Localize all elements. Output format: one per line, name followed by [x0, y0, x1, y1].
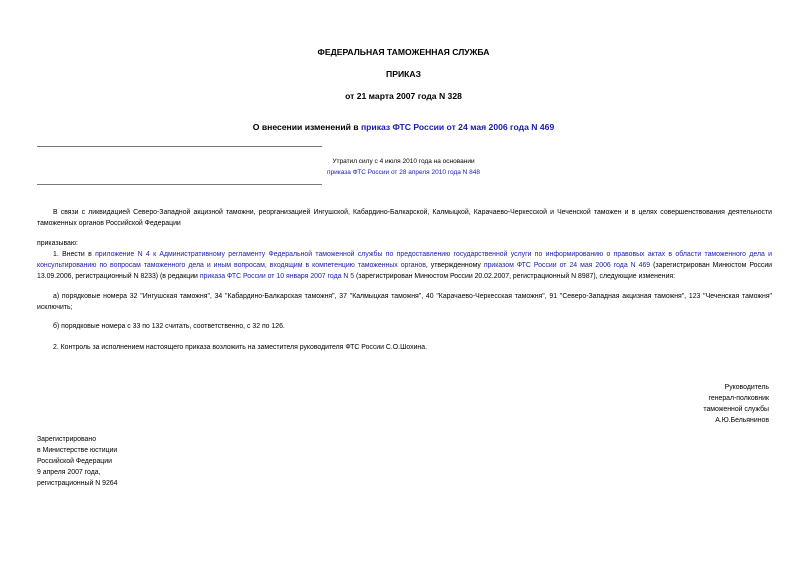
signature-service: таможенной службы — [703, 406, 769, 413]
registration-block — [37, 434, 117, 489]
status-note-line1: Утратил силу с 4 июля 2010 года на основании — [332, 158, 475, 165]
bottom-divider — [37, 184, 322, 185]
p1-text-a: 1. Внести в — [53, 251, 96, 258]
item-a: а) порядковые номера 32 "Ингушская таможня", 34 "Кабардино-Балкарская таможня", 37 "Калмыцкая таможня", 40 "Карачаево-Черкесская таможня", 91 "Северо-Западная акцизная таможня", 123 "Чеченская таможня" исключить; — [37, 293, 772, 311]
p1-text-b: , утвержденному — [425, 262, 484, 269]
p1-text-c: (зарегистрирован Минюстом России 13.09.2006, регистрационный N 8233) (в редакции — [37, 262, 773, 280]
top-divider — [37, 146, 322, 147]
order-5-link[interactable]: приказа ФТС России от 10 января 2007 года N 5 — [199, 273, 355, 280]
title-link[interactable]: приказ ФТС России от 24 мая 2006 года N 469 — [360, 122, 555, 132]
agency-name: ФЕДЕРАЛЬНАЯ ТАМОЖЕННАЯ СЛУЖБА — [317, 47, 490, 57]
document-date-number: от 21 марта 2007 года N 328 — [345, 91, 462, 101]
order-word: приказываю: — [37, 240, 78, 247]
document-type: ПРИКАЗ — [386, 69, 421, 79]
appendix-link[interactable]: приложение N 4 к Административному регламенту Федеральной таможенной службы по предоставлению государственной услуги по информированию о правовых актах в области таможенного дела и консультированию по вопросам таможенного дела и иным вопросам, входящим в компетенцию таможенных органов — [37, 251, 772, 269]
registration-line2: в Министерстве юстиции — [37, 447, 118, 454]
signature-name: А.Ю.Бельянинов — [715, 417, 769, 424]
registration-line5: регистрационный N 9264 — [37, 480, 118, 487]
paragraph-2: 2. Контроль за исполнением настоящего приказа возложить на заместителя руководителя ФТС России С.О.Шохина. — [53, 344, 427, 351]
item-b: б) порядковые номера с 33 по 132 считать, соответственно, с 32 по 126. — [53, 323, 285, 330]
status-note-link-line — [0, 167, 807, 178]
document-title — [0, 122, 807, 132]
signature-rank: генерал-полковник — [708, 395, 769, 402]
order-469-link[interactable]: приказом ФТС России от 24 мая 2006 года N 469 — [483, 262, 651, 269]
p1-text-d: (зарегистрирован Минюстом России 20.02.2007, регистрационный N 8987), следующие изменения: — [354, 273, 676, 280]
paragraph-1 — [37, 249, 772, 282]
signature-block — [703, 382, 769, 426]
title-prefix: О внесении изменений в — [252, 122, 361, 132]
registration-line1: Зарегистрировано — [37, 436, 97, 443]
repeal-order-link[interactable]: приказа ФТС России от 28 апреля 2010 года N 848 — [326, 169, 481, 176]
registration-line4: 9 апреля 2007 года, — [37, 469, 101, 476]
intro-paragraph: В связи с ликвидацией Северо-Западной акцизной таможни, реорганизацией Ингушской, Кабардино-Балкарской, Калмыцкой, Карачаево-Черкесской и Чеченской таможен и в целях совершенствования деятельности таможенных органов Российской Федерации — [37, 209, 772, 227]
signature-position: Руководитель — [724, 384, 769, 391]
registration-line3: Российской Федерации — [37, 458, 112, 465]
